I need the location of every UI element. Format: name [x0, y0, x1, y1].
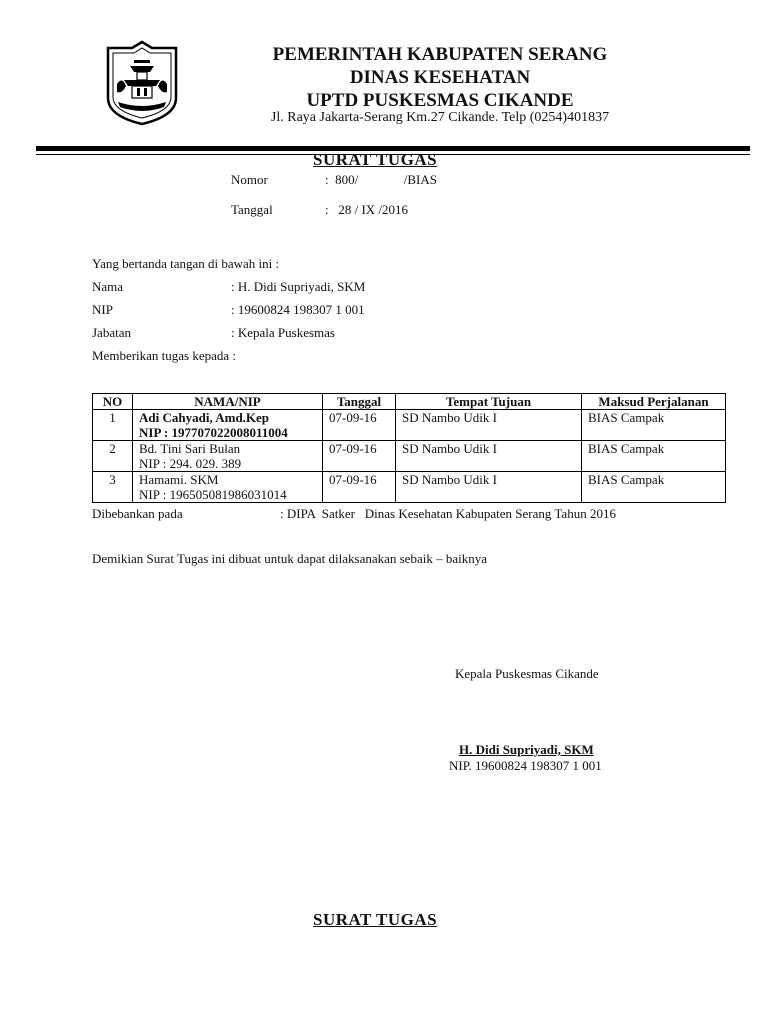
- signature-nip: NIP. 19600824 198307 1 001: [449, 758, 602, 773]
- table-row: [93, 441, 726, 472]
- header-department: DINAS KESEHATAN: [349, 67, 531, 88]
- col-header-no: NO: [93, 394, 133, 410]
- row-tujuan: SD Nambo Udik I: [396, 472, 582, 503]
- header-puskesmas: UPTD PUSKESMAS CIKANDE: [306, 90, 574, 111]
- header-address: Jl. Raya Jakarta-Serang Km.27 Cikande. Telp (0254)401837: [270, 110, 610, 125]
- col-header-maksud: Maksud Perjalanan: [582, 394, 726, 410]
- row-maksud: BIAS Campak: [582, 410, 726, 441]
- col-header-nama-nip: NAMA/NIP: [133, 394, 323, 410]
- row-nama-nip: [133, 472, 323, 503]
- row-tujuan: SD Nambo Udik I: [396, 410, 582, 441]
- next-page-title: SURAT TUGAS: [313, 910, 438, 929]
- row-no: 2: [93, 441, 133, 472]
- row-maksud: BIAS Campak: [582, 441, 726, 472]
- jabatan-value: : Kepala Puskesmas: [231, 325, 335, 340]
- row-nip: NIP : 196505081986031014: [139, 487, 287, 502]
- header-government: PEMERINTAH KABUPATEN SERANG: [272, 44, 608, 65]
- assign-text: Memberikan tugas kepada :: [92, 348, 237, 363]
- intro-text: Yang bertanda tangan di bawah ini :: [92, 256, 280, 271]
- row-tanggal: 07-09-16: [323, 472, 396, 503]
- row-nama: Bd. Tini Sari Bulan: [139, 441, 241, 456]
- signature-position: Kepala Puskesmas Cikande: [455, 666, 599, 681]
- jabatan-label: Jabatan: [92, 325, 131, 340]
- row-nip: NIP : 197707022008011004: [139, 425, 288, 440]
- row-maksud: BIAS Campak: [582, 472, 726, 503]
- nip-value: : 19600824 198307 1 001: [231, 302, 365, 317]
- nomor-label: Nomor: [231, 172, 268, 187]
- row-no: 3: [93, 472, 133, 503]
- dibebankan-label: Dibebankan pada: [92, 506, 183, 521]
- row-nama-nip: [133, 410, 323, 441]
- dibebankan-value: : DIPA Satker Dinas Kesehatan Kabupaten Serang Tahun 2016: [280, 506, 616, 521]
- row-tanggal: 07-09-16: [323, 410, 396, 441]
- row-tujuan: SD Nambo Udik I: [396, 441, 582, 472]
- serang-regency-emblem-icon: [104, 40, 180, 126]
- nama-label: Nama: [92, 279, 124, 294]
- row-tanggal: 07-09-16: [323, 441, 396, 472]
- assignment-table: [92, 393, 726, 503]
- row-nama-nip: [133, 441, 323, 472]
- signature-name: H. Didi Supriyadi, SKM: [459, 742, 594, 757]
- closing-text: Demikian Surat Tugas ini dibuat untuk dapat dilaksanakan sebaik – baiknya: [92, 551, 487, 566]
- row-nip: NIP : 294. 029. 389: [139, 456, 242, 471]
- nomor-value: : 800/ /BIAS: [325, 172, 437, 187]
- tanggal-label: Tanggal: [231, 202, 273, 217]
- row-nama: Adi Cahyadi, Amd.Kep: [139, 410, 270, 425]
- document-title: SURAT TUGAS: [313, 150, 438, 169]
- table-row: [93, 472, 726, 503]
- col-header-tanggal: Tanggal: [323, 394, 396, 410]
- table-header-row: [93, 394, 726, 410]
- table-row: [93, 410, 726, 441]
- tanggal-value: : 28 / IX /2016: [325, 202, 409, 217]
- col-header-tempat-tujuan: Tempat Tujuan: [396, 394, 582, 410]
- row-no: 1: [93, 410, 133, 441]
- row-nama: Hamami. SKM: [139, 472, 219, 487]
- nip-label: NIP: [92, 302, 113, 317]
- nama-value: : H. Didi Supriyadi, SKM: [231, 279, 366, 294]
